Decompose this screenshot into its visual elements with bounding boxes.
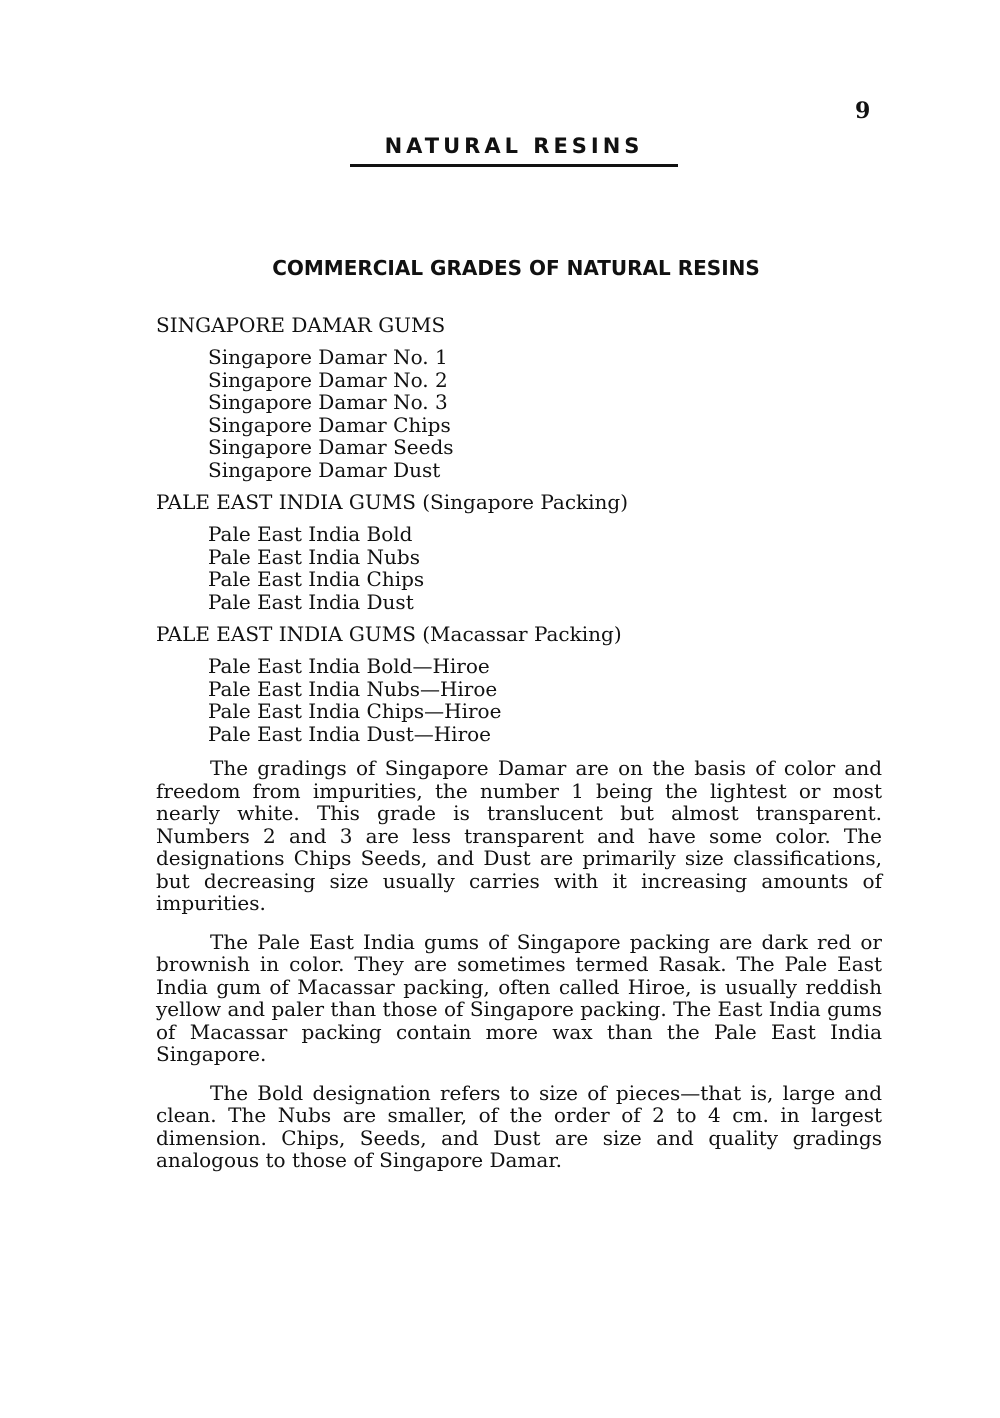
list-item: Singapore Damar Chips: [208, 412, 451, 437]
grade-list: [208, 655, 882, 745]
section-singapore-damar-gums: [156, 312, 882, 481]
list-item: Singapore Damar Seeds: [208, 435, 454, 459]
paragraph-singapore-gradings: The gradings of Singapore Damar are on the basis of color and freedom from impurities, the number 1 being the lightest or most nearly white. This grade is translucent but almost transparent. Numbers 2 and 3 are less transparent and have some color. The designations Chips Seeds, and Dust are primarily size classifications, but decreasing size usually carries with it increasing amounts of impurities.: [156, 756, 882, 915]
paragraph-east-india-packing: The Pale East India gums of Singapore packing are dark red or brownish in color. They are sometimes termed Rasak. The Pale East India gum of Macassar packing, often called Hiroe, is usually reddish yellow and paler than those of Singapore packing. The East India gums of Macassar packing contain more wax than the Pale East India Singapore.: [156, 929, 882, 1066]
running-head: NATURAL RESINS: [350, 134, 678, 167]
section-heading: PALE EAST INDIA GUMS (Macassar Packing): [156, 622, 622, 646]
list-item: Pale East India Dust—Hiroe: [208, 721, 492, 746]
document-body: [156, 312, 882, 1172]
list-item: Pale East India Bold: [208, 522, 413, 546]
page-number: 9: [855, 98, 871, 124]
paragraph-bold-designation: The Bold designation refers to size of pieces—that is, large and clean. The Nubs are smaller, of the order of 2 to 4 cm. in largest dimension. Chips, Seeds, and Dust are size and quality gradings analogous to those of Singapore Damar.: [156, 1080, 882, 1172]
section-heading: SINGAPORE DAMAR GUMS: [156, 313, 446, 337]
page-title: COMMERCIAL GRADES OF NATURAL RESINS: [272, 256, 760, 280]
list-item: Singapore Damar No. 2: [208, 367, 448, 392]
section-pale-east-india-singapore: [156, 489, 882, 613]
list-item: Singapore Damar No. 1: [208, 345, 448, 369]
section-pale-east-india-macassar: [156, 621, 882, 745]
grade-list: [208, 346, 882, 481]
list-item: Pale East India Chips: [208, 567, 425, 591]
list-item: Pale East India Nubs: [208, 544, 420, 569]
list-item: Singapore Damar Dust: [208, 457, 441, 482]
section-heading: PALE EAST INDIA GUMS (Singapore Packing): [156, 490, 629, 514]
list-item: Pale East India Dust: [208, 589, 414, 614]
grade-list: [208, 523, 882, 613]
list-item: Pale East India Nubs—Hiroe: [208, 676, 498, 701]
list-item: Singapore Damar No. 3: [208, 390, 448, 414]
list-item: Pale East India Bold—Hiroe: [208, 654, 490, 678]
list-item: Pale East India Chips—Hiroe: [208, 699, 502, 723]
